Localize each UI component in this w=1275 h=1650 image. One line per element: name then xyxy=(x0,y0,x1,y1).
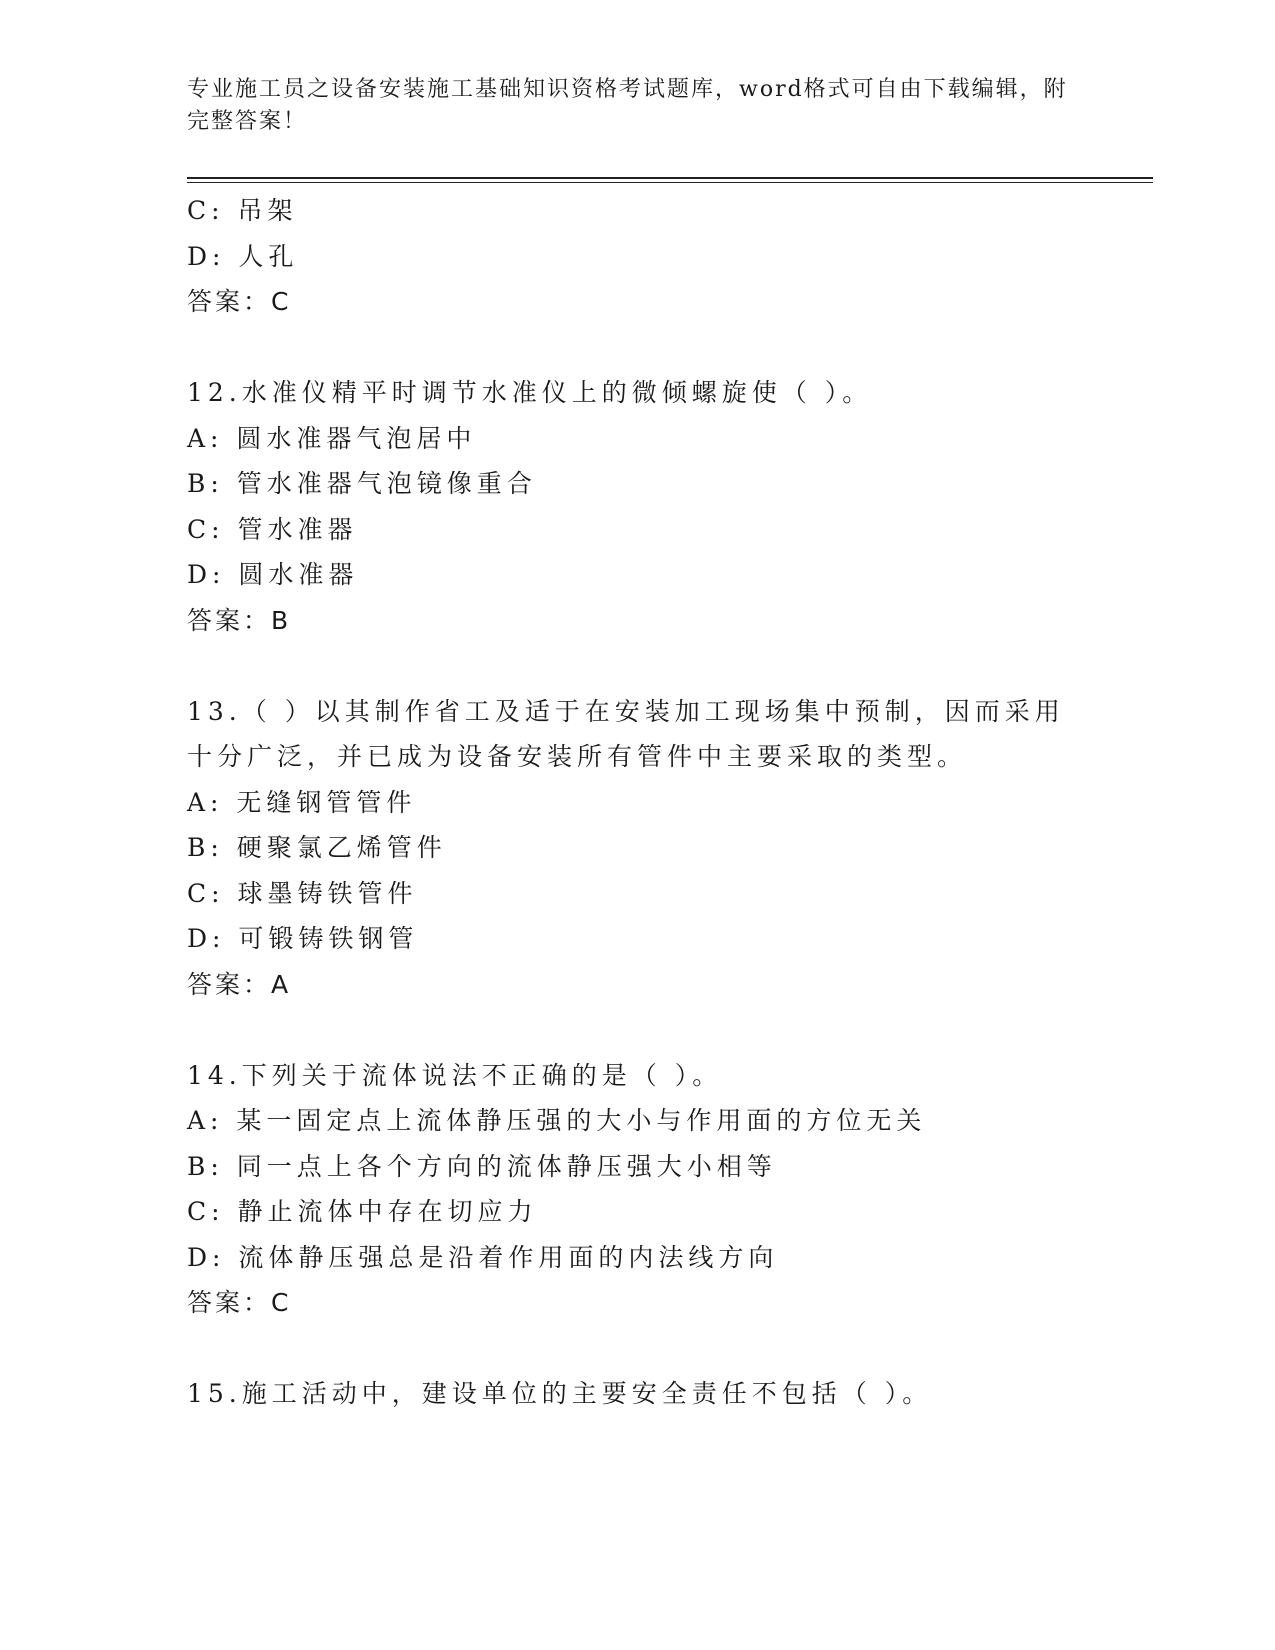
spacer xyxy=(187,643,1087,689)
option-a: A: 无缝钢管管件 xyxy=(187,787,417,817)
question-11 xyxy=(187,188,1087,325)
question-stem: 14.下列关于流体说法不正确的是（ ）。 xyxy=(187,1060,723,1090)
question-stem: 15.施工活动中，建设单位的主要安全责任不包括（ ）。 xyxy=(187,1379,933,1408)
option-d: D: 流体静压强总是沿着作用面的内法线方向 xyxy=(187,1242,779,1272)
question-stem: 13.（ ）以其制作省工及适于在安装加工现场集中预制，因而采用十分广泛，并已成为设备安装所有管件中主要采取的类型。 xyxy=(187,696,1065,771)
option-b: B: 管水准器气泡镜像重合 xyxy=(187,469,537,498)
answer-line: 答案：C xyxy=(187,287,292,316)
question-stem: 12.水准仪精平时调节水准仪上的微倾螺旋使（ ）。 xyxy=(187,378,873,407)
option-d: D: 圆水准器 xyxy=(187,560,359,589)
answer-line: 答案：C xyxy=(187,1288,292,1317)
spacer xyxy=(187,325,1087,371)
question-13 xyxy=(187,689,1087,1008)
spacer xyxy=(187,1326,1087,1372)
question-14 xyxy=(187,1053,1087,1326)
spacer xyxy=(187,1007,1087,1053)
option-a: A: 某一固定点上流体静压强的大小与作用面的方位无关 xyxy=(187,1106,927,1135)
header-rule-thin xyxy=(187,182,1153,183)
document-header: 专业施工员之设备安装施工基础知识资格考试题库，word格式可自由下载编辑，附完整答案！ xyxy=(187,77,1068,134)
question-12 xyxy=(187,370,1087,643)
answer-line: 答案：A xyxy=(187,969,292,999)
header-rule-thick xyxy=(187,177,1153,179)
option-c: C: 球墨铸铁管件 xyxy=(187,878,418,908)
option-c: C: 静止流体中存在切应力 xyxy=(187,1197,538,1226)
option-b: B: 硬聚氯乙烯管件 xyxy=(187,833,447,862)
option-a: A: 圆水准器气泡居中 xyxy=(187,423,477,453)
question-15 xyxy=(187,1371,1087,1417)
option-b: B: 同一点上各个方向的流体静压强大小相等 xyxy=(187,1151,777,1181)
option-d: D: 可锻铸铁钢管 xyxy=(187,924,419,953)
option-c: C: 管水准器 xyxy=(187,514,358,544)
question-list xyxy=(187,188,1087,1417)
answer-line: 答案：B xyxy=(187,605,292,635)
option-d: D: 人孔 xyxy=(187,241,299,271)
option-c: C: 吊架 xyxy=(187,196,298,225)
